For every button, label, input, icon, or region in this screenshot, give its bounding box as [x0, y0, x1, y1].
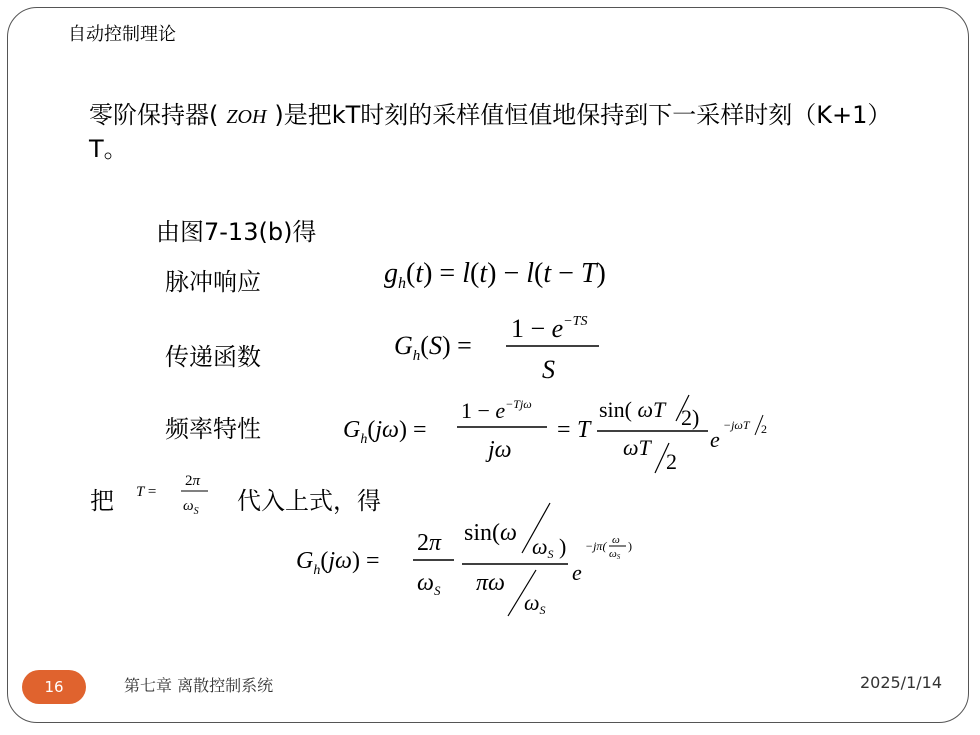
svg-text:ωS: ωS — [524, 590, 546, 617]
svg-text:=: = — [557, 417, 571, 443]
svg-text:ωS: $\omega_S$ — [417, 570, 441, 598]
from-figure-label: 由图7-13(b)得 — [156, 218, 317, 246]
svg-text:T =: T = — [136, 484, 157, 500]
substitution-expression — [136, 468, 226, 522]
impulse-response-equation — [384, 250, 684, 298]
footer-chapter: 第七章 离散控制系统 — [124, 676, 274, 695]
svg-text:2: 2 — [761, 422, 767, 436]
svg-text:ω: ω — [612, 534, 620, 546]
svg-text:): ) — [628, 539, 632, 553]
svg-text:T: T — [577, 417, 591, 443]
svg-text:ωS: ωS — [609, 548, 621, 561]
svg-text:ωS ): ωS ) — [532, 534, 567, 561]
intro-part2: )是把kT时刻的采样值恒值地保持到下一采样时刻（K+1）T。 — [89, 101, 892, 163]
svg-text:Gh(jω) =: $G_h(j\omega)$ = — [296, 548, 380, 578]
svg-text:2: 2 — [666, 449, 677, 474]
svg-text:e: e — [710, 427, 720, 452]
substitute-prefix: 把 — [90, 487, 114, 515]
substitute-suffix: 代入上式，得 — [237, 487, 381, 515]
header-title: 自动控制理论 — [68, 24, 176, 45]
svg-text:1 − e−Tjω: $1 - e^{-Tj\omega}$ — [461, 397, 532, 423]
svg-text:S: S — [542, 355, 555, 384]
transfer-function-equation — [394, 305, 624, 394]
intro-zoh: ZOH — [226, 106, 267, 128]
svg-text:ωT: ωT — [623, 435, 651, 460]
svg-text:−jπ(: −jπ( — [585, 539, 607, 553]
svg-text:2π: 2π — [417, 530, 442, 556]
svg-text:gh(t) = l(t) − l(t − T): $g_h(t) = l(t) - l(t - T)$ — [384, 258, 606, 292]
svg-text:sin(ω: sin(ω — [464, 520, 517, 546]
intro-part1: 零阶保持器( — [89, 101, 219, 129]
svg-text:−jωT: −jωT — [723, 418, 750, 432]
svg-text:jω: jω — [488, 437, 512, 463]
svg-text:Gh(jω) =: $G_h(j\omega)$ = — [343, 417, 427, 447]
transfer-function-label: 传递函数 — [165, 343, 261, 371]
intro-paragraph — [89, 99, 909, 165]
svg-text:e: e — [572, 560, 582, 585]
svg-text:Gh(S) =: $G_h(S)$ = — [394, 331, 472, 364]
svg-text:ωS: $\omega_S$ — [183, 498, 199, 517]
svg-text:2π: 2π — [185, 473, 201, 489]
footer-date: 2025/1/14 — [859, 673, 942, 692]
svg-text:πω: πω — [476, 570, 505, 596]
svg-text:2): 2) — [681, 405, 700, 430]
final-equation — [296, 498, 696, 627]
frequency-characteristic-label: 频率特性 — [165, 415, 261, 443]
impulse-response-label: 脉冲响应 — [165, 268, 261, 296]
frequency-characteristic-equation — [343, 385, 793, 484]
svg-text:sin( ωT: sin( ωT — [599, 397, 666, 422]
svg-text:1 − e−TS: $1 - e^{-TS}$ — [511, 314, 588, 343]
page-number-badge: 16 — [22, 670, 86, 704]
